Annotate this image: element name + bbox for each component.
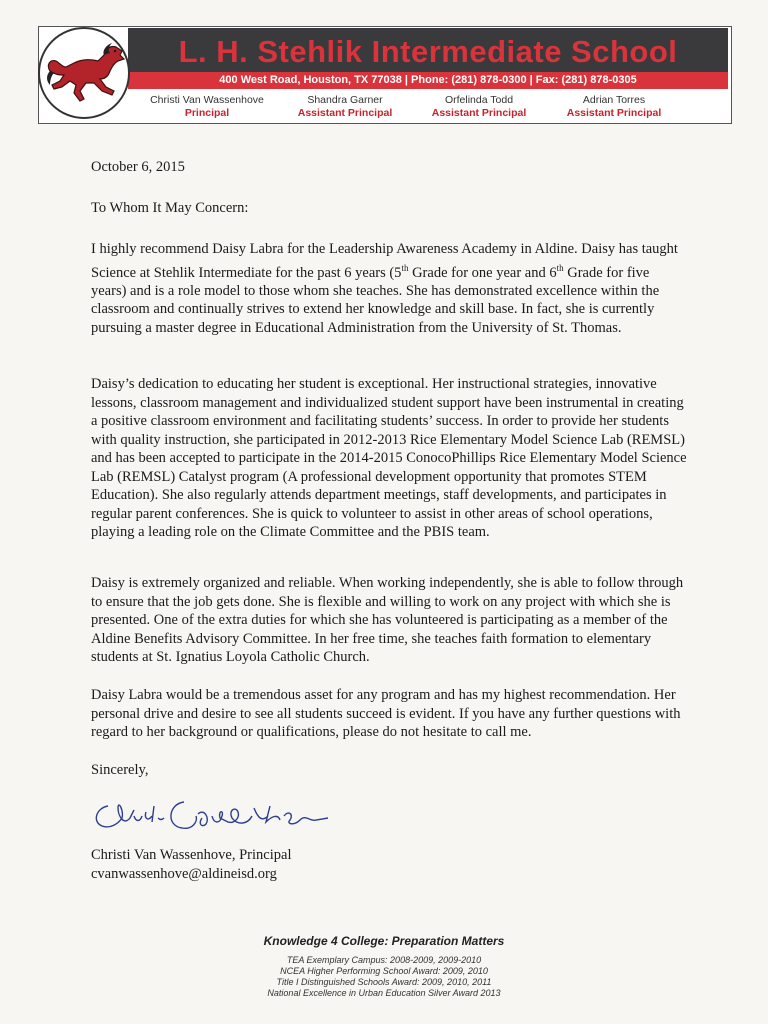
staff-name: Adrian Torres bbox=[582, 94, 646, 106]
awards-list bbox=[0, 955, 768, 999]
staff-name: Christi Van Wassenhove bbox=[150, 94, 264, 106]
signer-email: cvanwassenhove@aldineisd.org bbox=[91, 865, 277, 882]
staff-name: Shandra Garner bbox=[307, 94, 383, 106]
staff-principal bbox=[132, 94, 282, 120]
signer-block bbox=[91, 846, 291, 883]
award-item: NCEA Higher Performing School Award: 2009, 2010 bbox=[280, 966, 488, 976]
award-item: Title I Distinguished Schools Award: 2009, 2010, 2011 bbox=[276, 977, 492, 987]
staff-title: Assistant Principal bbox=[297, 107, 393, 119]
salutation: To Whom It May Concern: bbox=[91, 200, 249, 216]
paragraph-4: Daisy Labra would be a tremendous asset for any program and has my highest recommendation. Her personal drive and desire to see all students succeed is evident. If you have any further questions with regard to her background or qualifications, please do not hesitate to call me. bbox=[91, 687, 681, 740]
staff-title: Assistant Principal bbox=[431, 107, 527, 119]
staff-title: Principal bbox=[184, 107, 230, 119]
school-address: 400 West Road, Houston, TX 77038 | Phone: (281) 878-0300 | Fax: (281) 878-0305 bbox=[128, 72, 728, 89]
staff-assistant-principal-3 bbox=[539, 94, 689, 120]
paragraph-2: Daisy’s dedication to educating her student is exceptional. Her instructional strategies, innovative lessons, classroom management and individualized student support have been instrumental in creating a positive classroom environment and facilitating students’ success. In order to provide her students with quality instruction, she participated in 2012-2013 Rice Elementary Model Science Lab (REMSL) and has been accepted to participate in the 2014-2015 ConocoPhillips Rice Elementary Model Science Lab (REMSL) Catalyst program (A professional development opportunity that promotes STEM Education). She also regularly attends department meetings, staff developments, and participates in regular parent conferences. She is quick to volunteer to assist in other areas of school operations, playing a leading role on the Climate Committee and the PBIS team. bbox=[91, 376, 687, 540]
school-motto: Knowledge 4 College: Preparation Matters bbox=[263, 934, 505, 948]
staff-title: Assistant Principal bbox=[566, 107, 662, 119]
closing: Sincerely, bbox=[91, 762, 149, 778]
staff-assistant-principal-2 bbox=[404, 94, 554, 120]
paragraph-1: I highly recommend Daisy Labra for the Leadership Awareness Academy in Aldine. Daisy has taught Science at Stehlik Intermediate for the past 6 years (5th Grade for one year and 6th Grade for five years) and is a role model to those whom she teaches. She has demonstrated excellence within the classroom and continually strives to extend her knowledge and skill base. In fact, she is currently pursuing a master degree in Educational Administration from the University of St. Thomas. bbox=[91, 241, 678, 336]
staff-name: Orfelinda Todd bbox=[444, 94, 514, 106]
mustang-horse-icon bbox=[44, 41, 128, 107]
school-logo bbox=[38, 27, 130, 119]
award-item: TEA Exemplary Campus: 2008-2009, 2009-2010 bbox=[286, 955, 482, 965]
signer-name: Christi Van Wassenhove, Principal bbox=[91, 847, 292, 863]
school-name: L. H. Stehlik Intermediate School bbox=[178, 34, 678, 69]
paragraph-3: Daisy is extremely organized and reliable. When working independently, she is able to follow through to ensure that the job gets done. She is flexible and willing to work on any project with which she is presented. One of the extra duties for which she has volunteered is participating as a member of the Aldine Benefits Advisory Committee. In her free time, she teaches faith formation to elementary students at St. Ignatius Loyola Catholic Church. bbox=[91, 575, 684, 665]
handwritten-signature bbox=[88, 788, 348, 838]
letter-date: October 6, 2015 bbox=[91, 159, 185, 175]
award-item: National Excellence in Urban Education Silver Award 2013 bbox=[267, 988, 501, 998]
staff-assistant-principal-1 bbox=[270, 94, 420, 120]
